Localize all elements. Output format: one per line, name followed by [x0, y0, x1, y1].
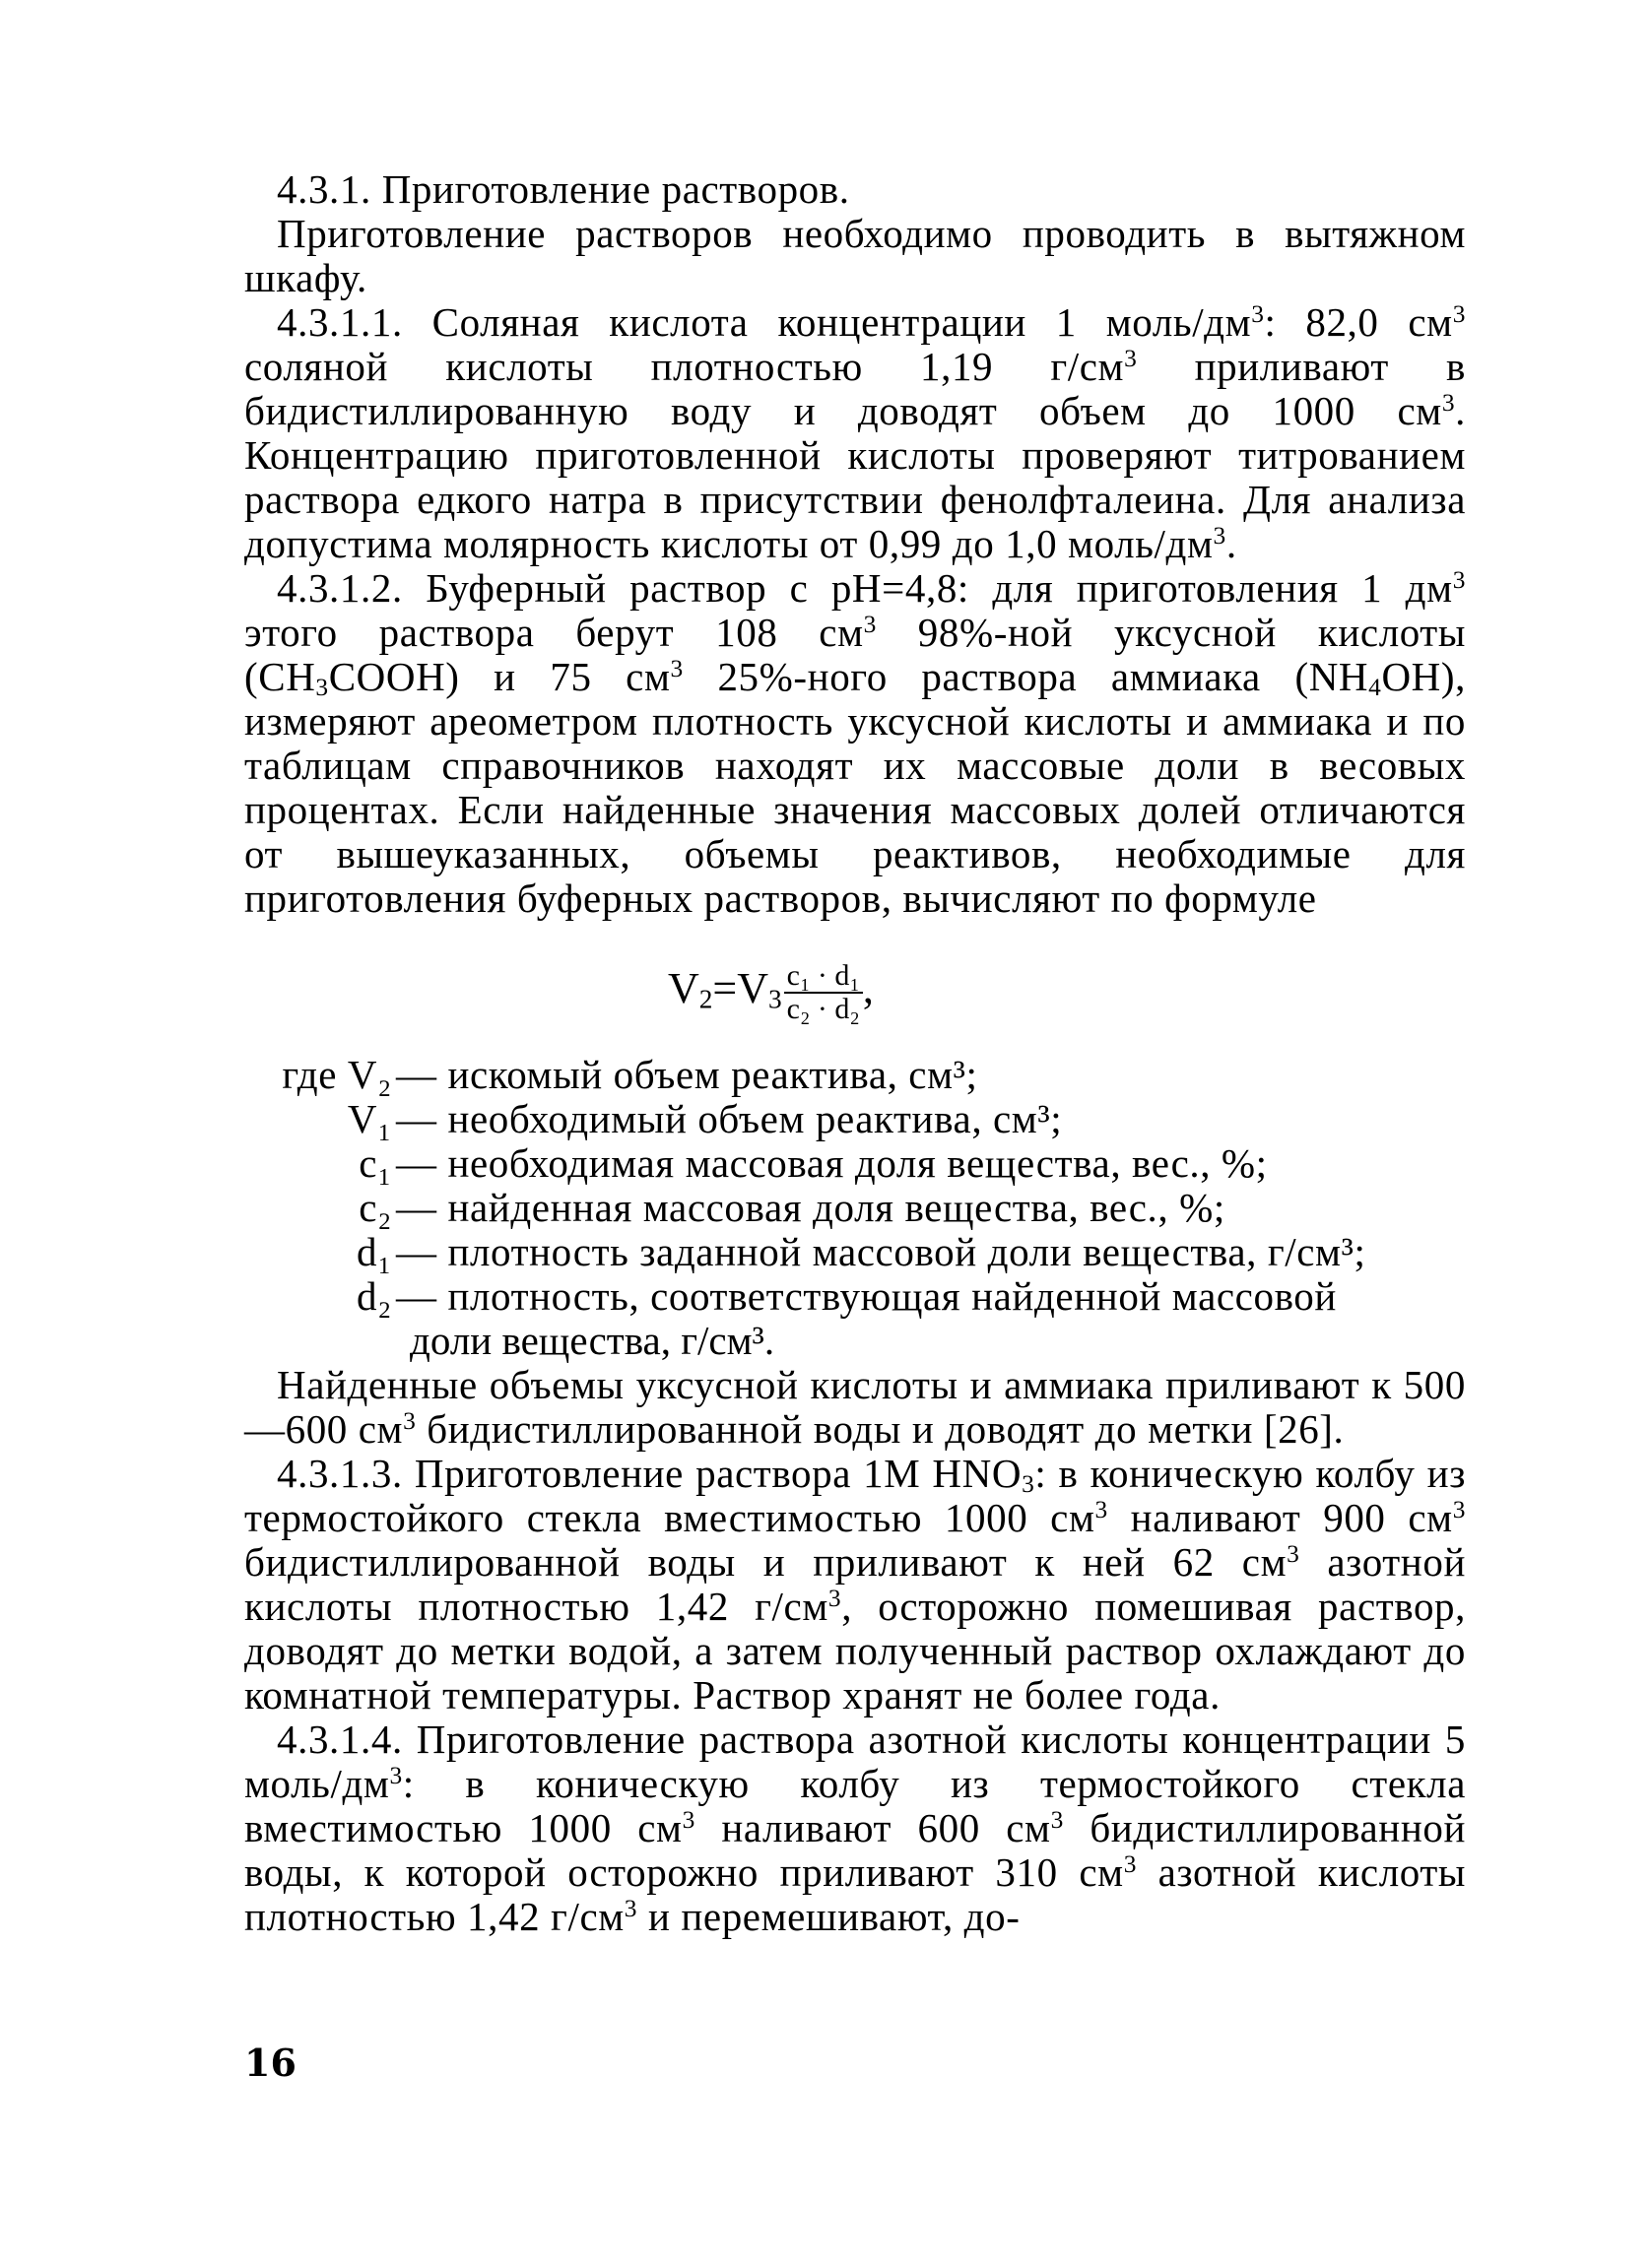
text-body — [244, 167, 1466, 1939]
paragraph-4-3-1-4: 4.3.1.4. Приготовление раствора азотной кислоты концентрации 5 моль/$дм^3$: в коническую колбу из термостойкого стекла вместимостью 1000 $см^3$ наливают 600 $см^3$ бидистиллированной воды, к которой осторожно приливают 310 $см^3$ азотной кислоты плотностью 1,42 $г/см^3$ и перемешивают, до- — [244, 1717, 1467, 1939]
legend-row: где V₂ — искомый объем реактива, см³; — [282, 1052, 978, 1097]
legend-continuation: доли вещества, г/см³. — [410, 1318, 775, 1363]
legend-row: V₁ — необходимый объем реактива, см³; — [347, 1096, 1063, 1141]
paragraph-4-3-1-3: 4.3.1.3. Приготовление раствора 1М $HNO_3$: в коническую колбу из термостойкого стекла вместимостью 1000 $см^3$ наливают 900 $см^3$ бидистиллированной воды и приливают к ней 62 $см^3$ азотной кислоты плотностью 1,42 $г/см^3$, осторожно помешивая раствор, доводят до метки водой, а затем полученный раствор охлаждают до комнатной температуры. Раствор хранят не более года. — [244, 1451, 1467, 1717]
legend-row: c₁ — необходимая массовая доля вещества, вес., %; — [359, 1140, 1268, 1186]
paragraph-4-3-1-1: 4.3.1.1. Соляная кислота концентрации 1 моль/$дм^3$: 82,0 $см^3$ соляной кислоты плотностью 1,19 $г/см^3$ приливают в бидистиллированную воду и доводят объем до 1000 $см^3$. Концентрацию приготовленной кислоты проверяют титрованием раствора едкого натра в присутствии фенолфталеина. Для анализа допустима молярность кислоты от 0,99 до 1,0 моль/$дм^3$. — [244, 299, 1466, 566]
legend-row: d₁ — плотность заданной массовой доли вещества, г/см³; — [357, 1229, 1366, 1274]
page-number: 16 — [244, 2041, 297, 2085]
formula-volume — [244, 929, 1466, 1047]
legend-row: d₂ — плотность, соответствующая найденной массовой — [357, 1273, 1337, 1319]
formula-numerator: c₁ · d₁ — [784, 960, 863, 994]
paragraph-found-volumes: Найденные объемы уксусной кислоты и аммиака приливают к 500—600 $см^3$ бидистиллированной воды и доводят до метки [26]. — [244, 1362, 1466, 1452]
formula-denominator: c₂ · d₂ — [786, 993, 860, 1025]
legend-row: c₂ — найденная массовая доля вещества, вес., %; — [359, 1185, 1225, 1230]
formula-legend — [244, 1053, 1466, 1363]
paragraph-4-3-1-2: 4.3.1.2. Буферный раствор с pH=4,8: для приготовления 1 $дм^3$ этого раствора берут 108 $см^3$ 98%-ной уксусной кислоты $(CH_3COOH)$ и 75 $см^3$ 25%-ного раствора аммиака $(NH_4OH)$, измеряют ареометром плотность уксусной кислоты и аммиака и по таблицам справочников находят их массовые доли в весовых процентах. Если найденные значения массовых долей отличаются от вышеуказанных, объемы реактивов, необходимые для приготовления буферных растворов, вычисляют по формуле — [244, 565, 1466, 921]
section-heading-4-3-1: 4.3.1. Приготовление растворов. — [277, 166, 850, 212]
formula-expression: $V_2=V_3$ $\frac{\text{c₁ · d₁}}{\text{c₂ · d₂}}$ , — [668, 959, 874, 1025]
paragraph-intro: Приготовление растворов необходимо проводить в вытяжном шкафу. — [244, 211, 1466, 300]
formula-fraction — [784, 960, 863, 1025]
